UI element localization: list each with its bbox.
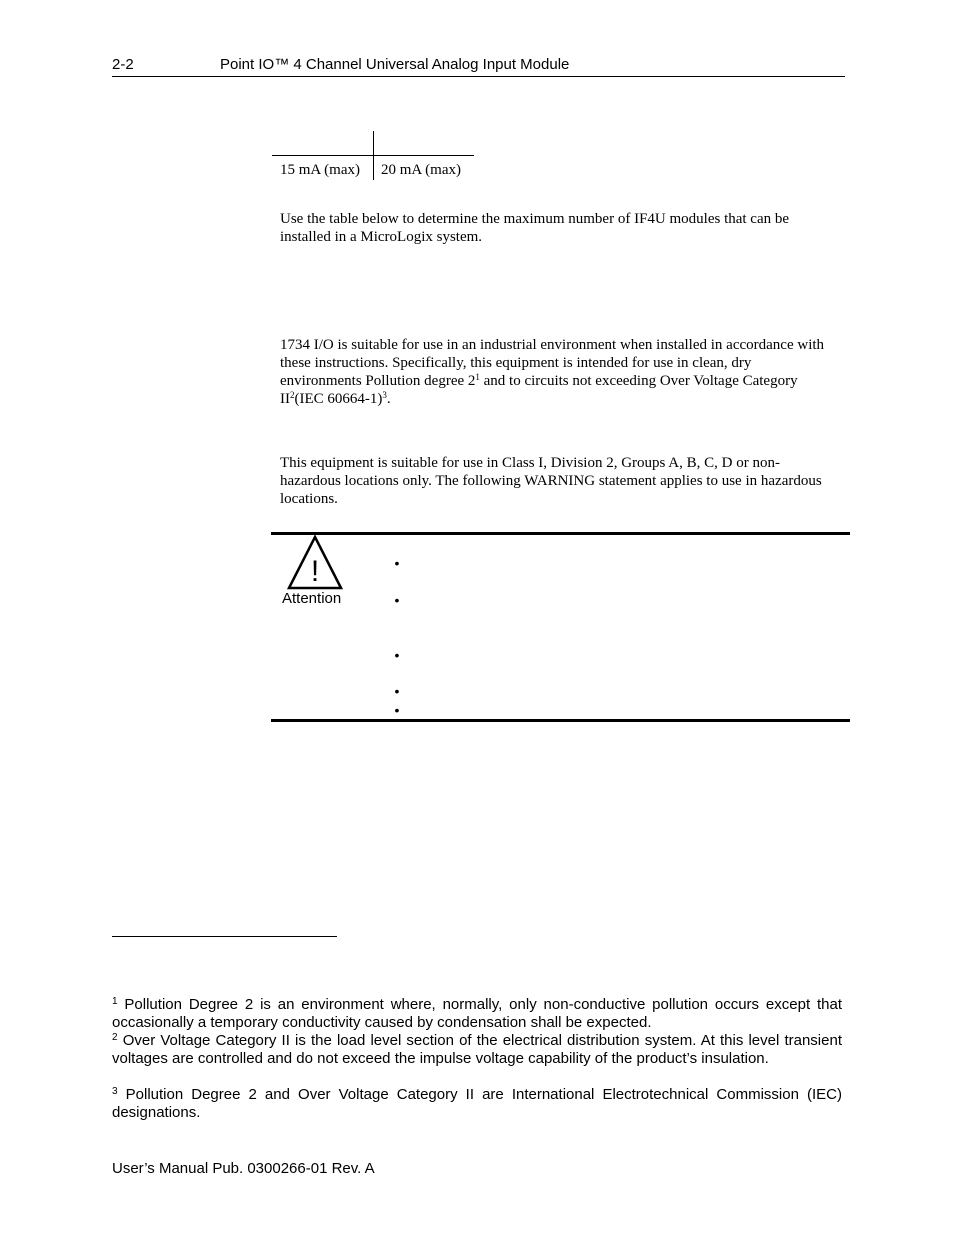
footnote-text: Pollution Degree 2 is an environment where, normally, only non-conductive pollution occurs except that occasionally a temporary conductivity caused by condensation shall be expected. <box>112 996 842 1031</box>
header-title: Point IO™ 4 Channel Universal Analog Input Module <box>220 56 570 73</box>
header-rule <box>112 76 845 77</box>
paragraph-text: . <box>386 391 391 407</box>
footnote-separator <box>112 936 337 937</box>
paragraph-environment <box>280 336 828 408</box>
footnote-text: Over Voltage Category II is the load level section of the electrical distribution system. At this level transient voltages are controlled and do not exceed the impulse voltage capability of the product’s insulation. <box>112 1032 842 1067</box>
attention-label: Attention <box>282 590 342 607</box>
attention-top-rule <box>271 532 850 535</box>
warning-glyph: ! <box>310 555 320 588</box>
paragraph-text: (IEC 60664-1) <box>294 391 383 407</box>
page-number: 2-2 <box>112 56 134 73</box>
footnote-number: 1 <box>112 996 118 1007</box>
footnote-ref: 1 <box>475 372 480 382</box>
paragraph-text: 1734 I/O is suitable for use in an industrial environment when installed in accordance with these instructions. Specifically, this equipment is intended for use in clean, dry environments Pollution degree 2 <box>280 337 825 389</box>
footnote-number: 3 <box>112 1086 118 1097</box>
table-row-divider <box>272 155 474 156</box>
attention-bottom-rule <box>271 719 850 722</box>
bullet-icon: • <box>394 592 400 608</box>
table-cell: 15 mA (max) <box>280 162 360 178</box>
paragraph-hazardous: This equipment is suitable for use in Class I, Division 2, Groups A, B, C, D or non-hazardous locations only. The following WARNING statement applies to use in hazardous locations. <box>280 455 822 507</box>
footnote <box>112 996 842 1032</box>
footnote-number: 2 <box>112 1032 118 1043</box>
footnote-text: Pollution Degree 2 and Over Voltage Category II are International Electrotechnical Commission (IEC) designations. <box>112 1086 843 1121</box>
bullet-icon: • <box>394 702 400 718</box>
bullet-icon: • <box>394 555 400 571</box>
table-cell: 20 mA (max) <box>381 162 461 178</box>
footnote <box>112 1032 842 1068</box>
bullet-icon: • <box>394 647 400 663</box>
paragraph-text: and to circuits not exceeding Over Voltage Category II <box>280 373 798 407</box>
footnote <box>112 1086 842 1122</box>
warning-triangle-icon <box>287 535 343 590</box>
footnote-ref: 3 <box>382 390 387 400</box>
bullet-icon: • <box>394 683 400 699</box>
footnote-ref: 2 <box>290 390 295 400</box>
paragraph-module-count: Use the table below to determine the maximum number of IF4U modules that can be installed in a MicroLogix system. <box>280 211 790 245</box>
footer-publication: User’s Manual Pub. 0300266-01 Rev. A <box>112 1160 375 1177</box>
